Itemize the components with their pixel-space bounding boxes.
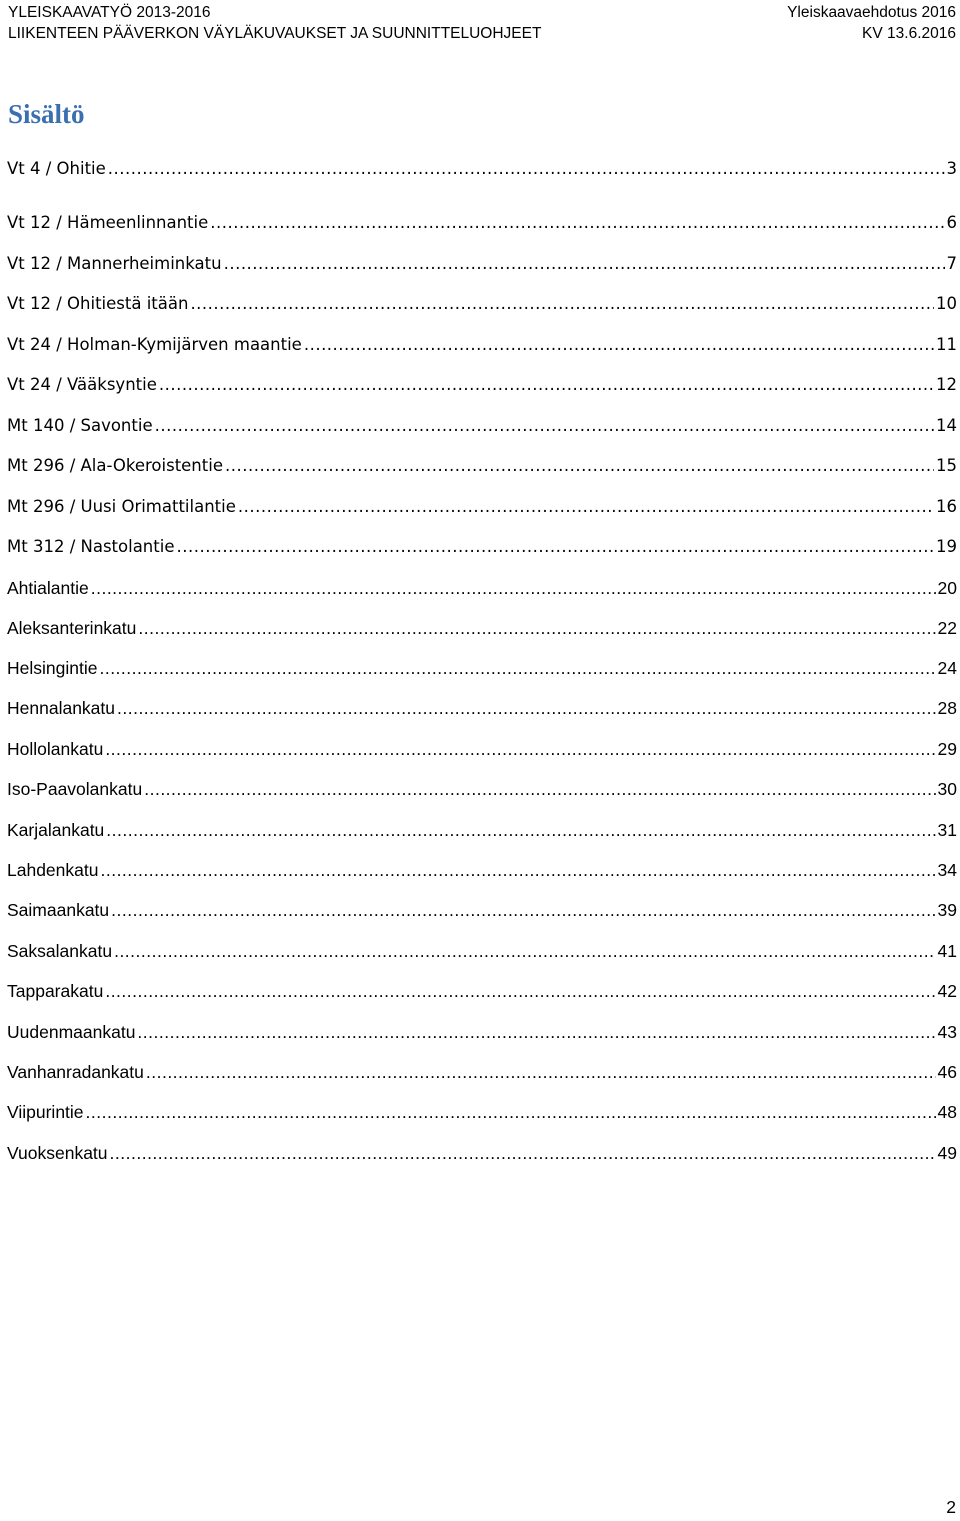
toc-entry-label: Saksalankatu [7, 941, 113, 961]
toc-entry[interactable] [7, 858, 957, 882]
toc-entry-label: Karjalankatu [7, 820, 105, 840]
toc-entry-page-number: 30 [937, 779, 957, 799]
toc-entry[interactable] [7, 777, 957, 801]
toc-entry-page-number: 22 [937, 618, 957, 638]
toc-entry[interactable] [7, 939, 957, 963]
toc-entry-label: Iso-Paavolankatu [7, 779, 143, 799]
toc-entry-page-number: 43 [937, 1022, 957, 1042]
toc-entry-label: Viipurintie [7, 1102, 84, 1122]
toc-dot-leader [108, 157, 945, 181]
toc-entry-page-number: 10 [936, 294, 957, 313]
toc-entry-page-number: 49 [937, 1143, 957, 1163]
toc-entry-page-number: 34 [937, 860, 957, 880]
toc-dot-leader [100, 858, 935, 882]
toc-entry[interactable] [7, 1141, 957, 1165]
toc-entry-page-number: 29 [937, 739, 957, 759]
toc-entry-page-number: 3 [946, 159, 957, 178]
table-of-contents [7, 0, 957, 1521]
toc-entry-page-number: 6 [946, 213, 957, 232]
toc-entry-page-number: 31 [937, 820, 957, 840]
header-approval-date: KV 13.6.2016 [862, 25, 956, 42]
toc-entry-page-number: 24 [937, 658, 957, 678]
toc-dot-leader [106, 818, 935, 842]
toc-entry-label: Ahtialantie [7, 578, 89, 598]
toc-entry[interactable] [7, 1060, 957, 1084]
toc-dot-leader [144, 777, 935, 801]
toc-entry[interactable] [7, 576, 957, 600]
toc-entry-page-number: 20 [937, 578, 957, 598]
toc-entry-label: Vt 4 / Ohitie [7, 159, 106, 178]
toc-entry[interactable] [7, 1020, 957, 1044]
toc-entry-page-number: 15 [936, 456, 957, 475]
header-plan-status: Yleiskaavaehdotus 2016 [787, 4, 956, 21]
toc-dot-leader [304, 333, 934, 357]
toc-entry-page-number: 42 [937, 981, 957, 1001]
toc-dot-leader [146, 1060, 936, 1084]
toc-entry-page-number: 7 [946, 254, 957, 273]
toc-dot-leader [117, 696, 936, 720]
toc-entry[interactable] [7, 292, 957, 316]
header-document-title: LIIKENTEEN PÄÄVERKON VÄYLÄKUVAUKSET JA SUUNNITTELUOHJEET [8, 25, 542, 42]
toc-dot-leader [99, 656, 935, 680]
toc-entry[interactable] [7, 454, 957, 478]
toc-dot-leader [155, 414, 934, 438]
toc-dot-leader [114, 939, 935, 963]
toc-entry-label: Hollolankatu [7, 739, 104, 759]
toc-entry-page-number: 46 [937, 1062, 957, 1082]
toc-entry[interactable] [7, 616, 957, 640]
toc-entry[interactable] [7, 656, 957, 680]
toc-entry-page-number: 41 [937, 941, 957, 961]
toc-entry-label: Uudenmaankatu [7, 1022, 136, 1042]
toc-entry-page-number: 16 [936, 497, 957, 516]
toc-entry[interactable] [7, 1100, 957, 1124]
toc-entry-label: Helsingintie [7, 658, 98, 678]
toc-entry-label: Mt 140 / Savontie [7, 416, 153, 435]
toc-dot-leader [176, 535, 934, 559]
toc-entry[interactable] [7, 333, 957, 357]
toc-entry-page-number: 39 [937, 900, 957, 920]
toc-entry-label: Aleksanterinkatu [7, 618, 137, 638]
toc-dot-leader [210, 211, 944, 235]
toc-entry-label: Vt 12 / Mannerheiminkatu [7, 254, 222, 273]
toc-entry-page-number: 48 [937, 1102, 957, 1122]
toc-dot-leader [86, 1100, 936, 1124]
toc-dot-leader [105, 979, 935, 1003]
toc-entry-label: Vt 24 / Vääksyntie [7, 375, 157, 394]
toc-entry-label: Tapparakatu [7, 981, 104, 1001]
toc-entry-page-number: 11 [936, 335, 957, 354]
toc-entry-label: Vt 24 / Holman-Kymijärven maantie [7, 335, 302, 354]
toc-entry[interactable] [7, 414, 957, 438]
toc-entry-label: Hennalankatu [7, 698, 115, 718]
toc-entry-label: Lahdenkatu [7, 860, 99, 880]
toc-entry-page-number: 28 [937, 698, 957, 718]
toc-dot-leader [190, 292, 934, 316]
toc-entry-label: Vanhanradankatu [7, 1062, 144, 1082]
header-project-title: YLEISKAAVATYÖ 2013-2016 [8, 4, 211, 21]
toc-dot-leader [238, 495, 934, 519]
toc-dot-leader [159, 373, 934, 397]
toc-title: Sisältö [8, 99, 85, 129]
toc-entry[interactable] [7, 696, 957, 720]
toc-entry-label: Saimaankatu [7, 900, 110, 920]
toc-entry[interactable] [7, 211, 957, 235]
toc-entry[interactable] [7, 818, 957, 842]
toc-entry[interactable] [7, 737, 957, 761]
toc-entry[interactable] [7, 157, 957, 181]
toc-entry[interactable] [7, 898, 957, 922]
toc-entry-label: Mt 296 / Ala-Okeroistentie [7, 456, 223, 475]
toc-entry-label: Mt 296 / Uusi Orimattilantie [7, 497, 236, 516]
toc-entry[interactable] [7, 979, 957, 1003]
toc-entry[interactable] [7, 535, 957, 559]
toc-entry-page-number: 12 [936, 375, 957, 394]
toc-entry[interactable] [7, 252, 957, 276]
toc-entry[interactable] [7, 495, 957, 519]
toc-dot-leader [224, 252, 945, 276]
toc-entry-page-number: 19 [936, 537, 957, 556]
toc-dot-leader [138, 616, 935, 640]
toc-entry-label: Vuoksenkatu [7, 1143, 108, 1163]
toc-entry-label: Vt 12 / Ohitiestä itään [7, 294, 189, 313]
toc-entry-label: Vt 12 / Hämeenlinnantie [7, 213, 209, 232]
toc-entry-label: Mt 312 / Nastolantie [7, 537, 175, 556]
toc-dot-leader [110, 1141, 936, 1165]
page-number: 2 [946, 1497, 956, 1517]
toc-dot-leader [105, 737, 935, 761]
toc-dot-leader [111, 898, 935, 922]
toc-dot-leader [225, 454, 934, 478]
toc-entry[interactable] [7, 373, 957, 397]
toc-entry-page-number: 14 [936, 416, 957, 435]
toc-dot-leader [91, 576, 936, 600]
toc-dot-leader [137, 1020, 935, 1044]
